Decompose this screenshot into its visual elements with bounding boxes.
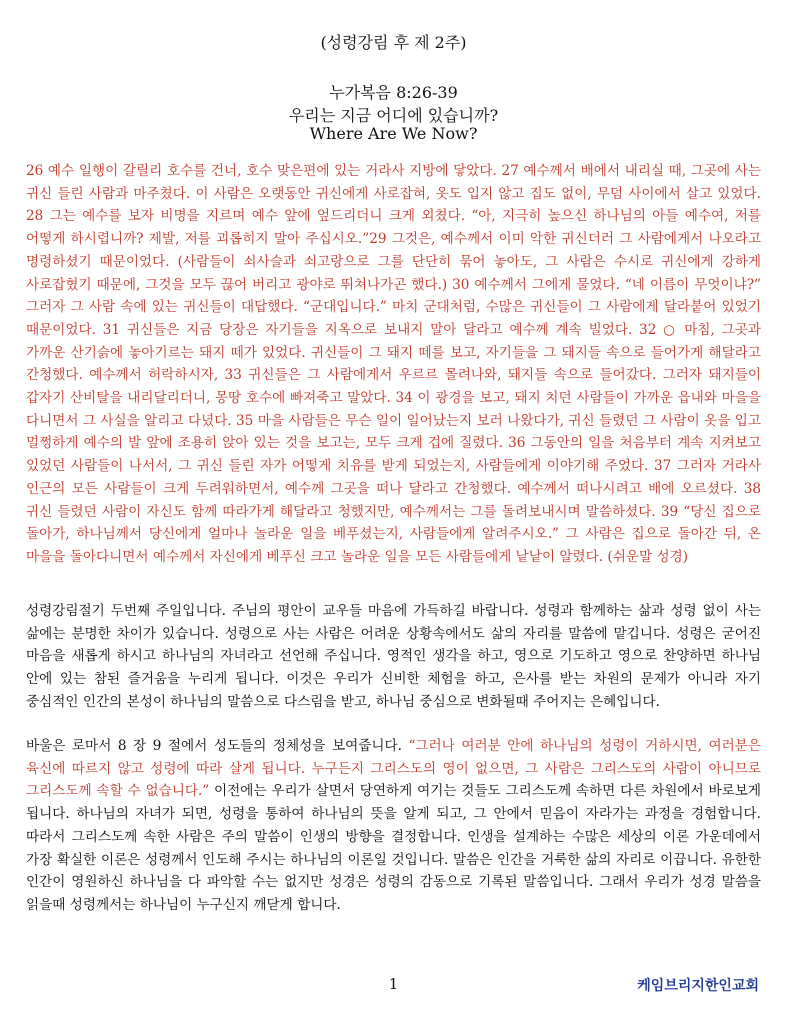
romans-quote: “그러나 여러분 안에 하나님의 성령이 거하시면, 여러분은 육신에 따르지 않고 성령에 따라 살게 됩니다. 누구든지 그리스도의 영이 없으면, 그 사람은 그리스도의 사람이 아니므로 그리스도께 속할 수 없습니다.” (26, 738, 761, 800)
sermon-title-english: Where Are We Now? (309, 124, 478, 143)
church-name: 케임브리지한인교회 (637, 978, 759, 994)
sermon-paragraph-1: 성령강림절기 두번째 주일입니다. 주님의 평안이 교우들 마음에 가득하길 바랍니다. 성령과 함께하는 삶과 성령 없이 사는 삶에는 분명한 차이가 있습니다. 성령으로 사는 사람은 어려운 상황속에서도 삶의 자리를 말씀에 맡깁니다. 성령은 굳어진 마음을 새롭게 하시고 하나님의 자녀라고 선언해 주십니다. 영적인 생각을 하고, 영으로 기도하고 영으로 찬양하면 하나님 안에 있는 참된 즐거움을 누리게 됩니다. 이것은 우리가 신비한 체험을 하고, 은사를 받는 차원의 문제가 아니라 자기 중심적인 인간의 본성이 하나님의 말씀으로 다스림을 받고, 하나님 중심으로 변화될때 주어지는 은혜입니다. (26, 603, 761, 710)
service-label: (성령강림 후 제 2주) (320, 33, 467, 52)
scripture-passage: 26 예수 일행이 갈릴리 호수를 건너, 호수 맞은편에 있는 거라사 지방에 닿았다. 27 예수께서 배에서 내리실 때, 그곳에 사는 귀신 들린 사람과 마주쳤다. 이 사람은 오랫동안 귀신에게 사로잡혀, 옷도 입지 않고 집도 없이, 무덤 사이에서 살고 있었다. 28 그는 예수를 보자 비명을 지르며 예수 앞에 엎드리더니 크게 외쳤다. “아, 지극히 높으신 하나님의 아들 예수여, 저를 어떻게 하시렵니까? 제발, 저를 괴롭히지 말아 주십시오.”29 그것은, 예수께서 이미 악한 귀신더러 그 사람에게서 나오라고 명령하셨기 때문이었다. (사람들이 쇠사슬과 쇠고랑으로 그를 단단히 묶어 놓아도, 그 사람은 수시로 귀신에게 강하게 사로잡혔기 때문에, 그것을 모두 끊어 버리고 광야로 뛰쳐나가곤 했다.) 30 예수께서 그에게 물었다. “네 이름이 무엇이냐?” 그러자 그 사람 속에 있는 귀신들이 대답했다. “군대입니다.” 마치 군대처럼, 수많은 귀신들이 그 사람에게 달라붙어 있었기 때문이었다. 31 귀신들은 지금 당장은 자기들을 지옥으로 보내지 말아 달라고 예수께 계속 빌었다. 32 ○ 마침, 그곳과 가까운 산기슭에 놓아기르는 돼지 떼가 있었다. 귀신들이 그 돼지 떼를 보고, 자기들을 그 돼지들 속으로 들어가게 해달라고 간청했다. 예수께서 허락하시자, 33 귀신들은 그 사람에게서 우르르 몰려나와, 돼지들 속으로 들어갔다. 그러자 돼지들이 갑자기 산비탈을 내리달리더니, 몽땅 호수에 빠져죽고 말았다. 34 이 광경을 보고, 돼지 치던 사람들이 가까운 읍내와 마을을 다니면서 그 사실을 알리고 다녔다. 35 마을 사람들은 무슨 일이 일어났는지 보러 나왔다가, 귀신 들렸던 그 사람이 옷을 입고 멀쩡하게 예수의 발 앞에 조용히 앉아 있는 것을 보고는, 모두 크게 겁에 질렸다. 36 그동안의 일을 처음부터 계속 지켜보고 있었던 사람들이 나서서, 그 귀신 들린 자가 어떻게 치유를 받게 되었는지, 사람들에게 이야기해 주었다. 37 그러자 거라사 인근의 모든 사람들이 크게 두려워하면서, 예수께 그곳을 떠나 달라고 간청했다. 예수께서 떠나시려고 배에 오르셨다. 38 귀신 들렸던 사람이 자신도 함께 따라가게 해달라고 청했지만, 예수께서는 그를 돌려보내시며 말씀하셨다. 39 “당신 집으로 돌아가, 하나님께서 당신에게 얼마나 놀라운 일을 베푸셨는지, 사람들에게 알려주시오.” 그 사람은 집으로 돌아간 뒤, 온 마을을 돌아다니면서 예수께서 자신에게 베푸신 크고 놀라운 일을 모든 사람들에게 낱낱이 알렸다. (쉬운말 성경) (26, 163, 761, 565)
scripture-reference: 누가복음 8:26-39 (329, 83, 458, 102)
page-number: 1 (388, 975, 399, 993)
paragraph-2-intro: 바울은 로마서 8 장 9 절에서 성도들의 정체성을 보여줍니다. (26, 738, 409, 754)
paragraph-2-body: 이전에는 우리가 살면서 당연하게 여기는 것들도 그리스도께 속하면 다른 차원에서 바로보게 됩니다. 하나님의 자녀가 되면, 성령을 통하여 하나님의 뜻을 알게 되고, 그 안에서 믿음이 자라가는 과정을 경험합니다. 따라서 그리스도께 속한 사람은 주의 말씀이 인생의 방향을 결정합니다. 인생을 설계하는 수많은 세상의 이론 가운데에서 가장 확실한 이론은 성령께서 인도해 주시는 하나님의 이론일 것입니다. 말씀은 인간을 거룩한 삶의 자리로 이끕니다. 유한한 인간이 영원하신 하나님을 다 파악할 수는 없지만 성경은 성령의 감동으로 기록된 말씀입니다. 그래서 우리가 성경 말씀을 읽을때 성령께서는 하나님이 누구신지 깨닫게 합니다. (26, 783, 762, 913)
sermon-paragraph-2 (26, 735, 761, 917)
sermon-title-korean: 우리는 지금 어디에 있습니까? (288, 106, 499, 125)
